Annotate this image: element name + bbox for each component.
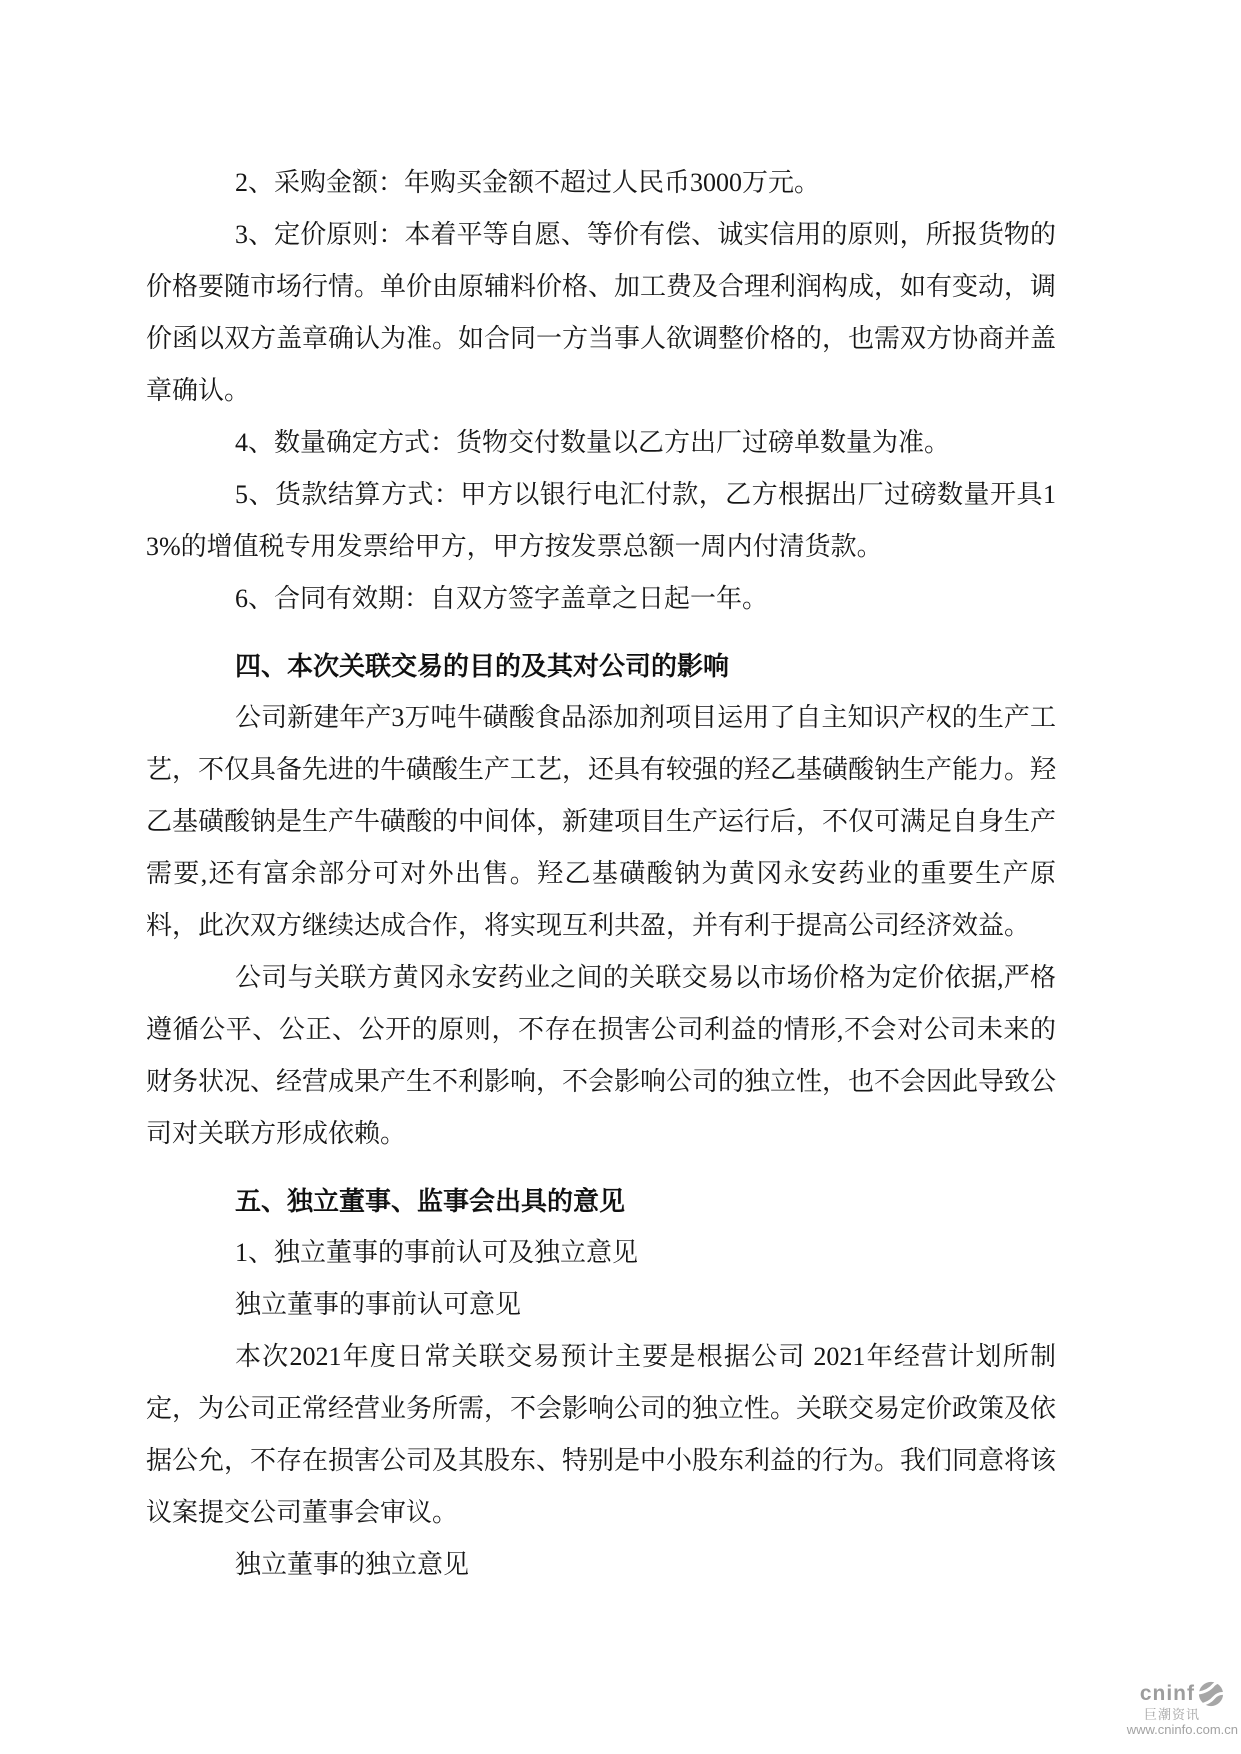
cninfo-watermark: [1124, 1680, 1238, 1737]
body-paragraph: 本次2021年度日常关联交易预计主要是根据公司 2021年经营计划所制定，为公司正常经营业务所需，不会影响公司的独立性。关联交易定价政策及依据公允，不存在损害公司及其股东、特别是中小股东利益的行为。我们同意将该议案提交公司董事会审议。: [146, 1342, 1057, 1527]
body-paragraph: 独立董事的事前认可意见: [235, 1290, 522, 1319]
cninfo-logo-text: cninf: [1139, 1682, 1195, 1705]
section-heading-opinions: 五、独立董事、监事会出具的意见: [235, 1186, 626, 1216]
cninfo-logo-row: [1140, 1680, 1224, 1707]
document-body: [146, 157, 1056, 1591]
body-paragraph: 1、独立董事的事前认可及独立意见: [235, 1238, 639, 1267]
body-paragraph: 4、数量确定方式：货物交付数量以乙方出厂过磅单数量为准。: [235, 428, 951, 457]
cninfo-site-name: 巨潮资讯: [1143, 1707, 1200, 1722]
body-paragraph: 公司新建年产3万吨牛磺酸食品添加剂项目运用了自主知识产权的生产工艺，不仅具备先进的牛磺酸生产工艺，还具有较强的羟乙基磺酸钠生产能力。羟乙基磺酸钠是生产牛磺酸的中间体，新建项目生产运行后，不仅可满足自身生产需要,还有富余部分可对外出售。羟乙基磺酸钠为黄冈永安药业的重要生产原料，此次双方继续达成合作，将实现互利共盈，并有利于提高公司经济效益。: [146, 703, 1057, 940]
body-paragraph: 5、货款结算方式：甲方以银行电汇付款，乙方根据出厂过磅数量开具13%的增值税专用发票给甲方，甲方按发票总额一周内付清货款。: [146, 480, 1056, 561]
body-paragraph: 3、定价原则：本着平等自愿、等价有偿、诚实信用的原则，所报货物的价格要随市场行情。单价由原辅料价格、加工费及合理利润构成，如有变动，调价函以双方盖章确认为准。如合同一方当事人欲调整价格的，也需双方协商并盖章确认。: [146, 220, 1057, 405]
cninfo-site-url: www.cninfo.com.cn: [1126, 1722, 1238, 1737]
body-paragraph: 6、合同有效期：自双方签字盖章之日起一年。: [235, 584, 769, 613]
body-paragraph: 公司与关联方黄冈永安药业之间的关联交易以市场价格为定价依据,严格遵循公平、公正、公开的原则，不存在损害公司利益的情形,不会对公司未来的财务状况、经营成果产生不利影响，不会影响公司的独立性，也不会因此导致公司对关联方形成依赖。: [146, 963, 1057, 1148]
section-heading-purpose: 四、本次关联交易的目的及其对公司的影响: [235, 651, 730, 681]
body-paragraph: 2、采购金额：年购买金额不超过人民币3000万元。: [235, 168, 821, 197]
cninfo-swirl-icon: [1198, 1681, 1224, 1707]
body-paragraph: 独立董事的独立意见: [235, 1550, 470, 1579]
